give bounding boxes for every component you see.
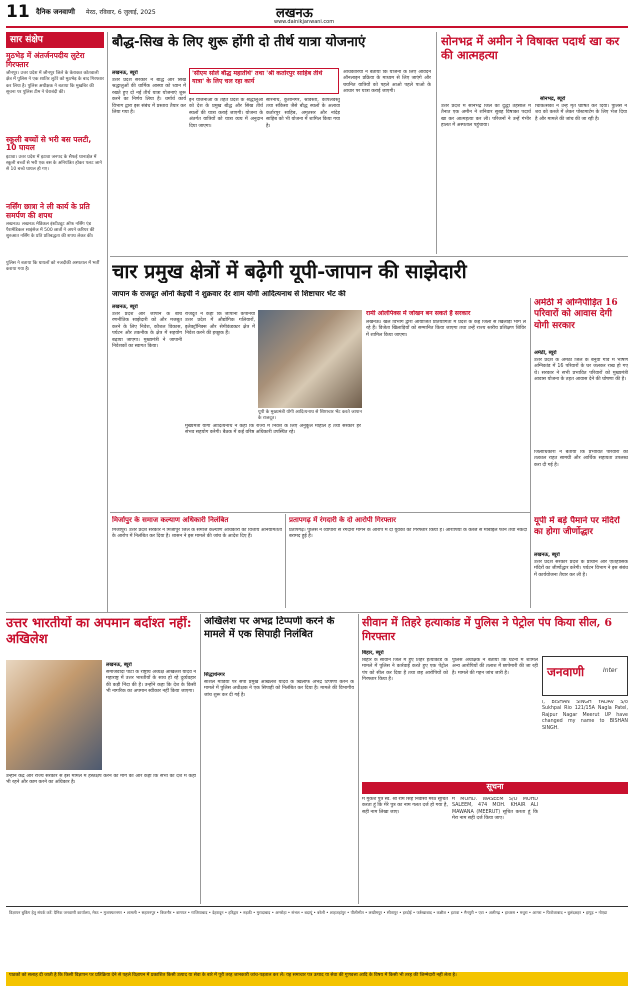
janwani-logo-sub: Inter	[603, 667, 618, 674]
mirzapur-headline: मिर्जापुर के समाज कल्याण अधिकारी निलंबित	[112, 516, 229, 524]
banner-sidebar-headline: रामी ओलंपिक्स में जोखन बन सकते हैं सरकार	[366, 310, 471, 317]
ad-box	[542, 656, 628, 696]
pratapgarh-body: प्रतापगढ़। पुलिस ने व्यापारी से रंगदारी मांगने के आरोप में दो युवकों को गिरफ्तार किया है। आरोपियों के कब्जे से मोबाइल फोन तथा नकदी बरामद हुई है।	[289, 528, 527, 540]
top-story-headline: बौद्ध-सिख के लिए शुरू होंगी दो तीर्थ यात्रा योजनाएं	[112, 34, 366, 50]
top-story-col-2: इन योजनाओं के तहत प्रदेश के श्रद्धालुओं को देश के प्रमुख बौद्ध और सिख तीर्थ स्थलों की यात्रा कराई जाएगी। योजना के अंतर्गत यात्रियों को यात्रा व्यय में अनुदान दिया जाएगा।	[189, 98, 263, 129]
amethi-col-1: उत्तर प्रदेश के अमेठी जिले के बेनुवा गांव में भीषण अग्निकांड में 16 परिवारों के घर जलकर राख हो गए थे। सरकार ने सभी प्रभावित परिवारों को मुख्यमंत्री आवास योजना के तहत आवास देने की घोषणा की है।	[534, 358, 628, 383]
amethi-col-2: जिलाधिकारी ने बताया कि प्रभावित परिवारों को तत्काल राहत सामग्री और आर्थिक सहायता उपलब्ध करा दी गई है।	[534, 450, 628, 468]
abhadra-byline: सिद्धार्थनगर	[204, 672, 225, 678]
banner-subhead: जापान के राजदूत ओनो केइची ने शुक्रवार देर शाम योगी आदित्यनाथ से शिष्टाचार भेंट की	[112, 290, 346, 298]
banner-photo	[258, 310, 362, 408]
brief-body: पुलिस ने बताया कि घायलों को नजदीकी अस्पताल में भर्ती कराया गया है।	[6, 260, 100, 272]
classifieds-text: विज्ञापन बुकिंग हेतु संपर्क करें: दैनिक जनवाणी कार्यालय, मेरठ • मुजफ्फरनगर • शामली • सहारनपुर • बिजनौर • बागपत • गाजियाबाद • देहरादून • हरिद्वार • रुड़की • मुरादाबाद • अमरोहा • संभल • बदायूं • बरेली • शाहजहांपुर • पीलीभीत • लखीमपुर • सीतापुर • हरदोई • फर्रुखाबाद • कन्नौज • इटावा • मैनपुरी • एटा • अलीगढ़ • हाथरस • मथुरा • आगरा • फिरोजाबाद • बुलंदशहर • हापुड़ • नोएडा	[9, 910, 608, 915]
brief-title: स्कूली बच्चों से भरी बस पलटी, 10 घायल	[6, 134, 92, 153]
sonbhadra-headline: सोनभद्र में अमीन ने विषाक्त पदार्थ खा कर की आत्महत्या	[441, 34, 620, 63]
brief-2	[6, 136, 104, 173]
top-story-pullquote: 'सीएम सोले बौद्ध महातीर्थ' तथा 'श्री कर्तारपुर साहिब तीर्थ यात्रा' के लिए चल रहा कार्य	[192, 70, 323, 85]
mandir-headline: यूपी में बड़े पैमाने पर मंदिरों का होगा जीर्णोद्धार	[534, 516, 620, 537]
mandir-col-1: उत्तर प्रदेश सरकार प्रदेश के प्राचीन और ऐतिहासिक मंदिरों का जीर्णोद्धार करेगी। पर्यटन विभाग ने इस संबंध में कार्ययोजना तैयार कर ली है।	[534, 560, 628, 578]
page-number: 11	[6, 2, 30, 22]
brief-title: मुठभेड़ में अंतर्जनपदीय लुटेरा गिरफ्तार	[6, 51, 85, 69]
brief-4	[6, 261, 104, 273]
janwani-logo: जनवाणी	[547, 665, 585, 679]
brief-body: लखनऊ। लखनऊ मेडिकल इंस्टीट्यूट ऑफ नर्सिंग एंड पैरामेडिकल साइंसेज में 500 छात्रों ने अपने करियर की शुरुआत नर्सिंग के प्रति प्रतिबद्धता की शपथ लेकर की।	[6, 222, 95, 240]
sonbhadra-col-1: उत्तर प्रदेश में सोनभद्र जिले की दुद्धी तहसील में तैनात एक अमीन ने शनिवार सुबह विषाक्त पदार्थ खा कर आत्महत्या कर ली। परिजनों ने उन्हें गंभीर हालत में अस्पताल पहुंचाया।	[441, 104, 531, 129]
top-story-col-3: सारनाथ, कुशीनगर, श्रावस्ती, कपिलवस्तु तथा संकिसा जैसे बौद्ध स्थलों के अलावा कर्तारपुर साहिब, अमृतसर और नांदेड़ साहिब को भी योजना में शामिल किया गया है।	[266, 98, 340, 129]
masthead	[6, 2, 628, 28]
amethi-headline: अमेठी में अग्निपीड़ित 16 परिवारों को आवास देगी योगी सरकार	[534, 298, 618, 331]
banner-photo-caption: यूपी के मुख्यमंत्री योगी आदित्यनाथ से शिष्टाचार भेंट करते जापान के राजदूत।	[258, 410, 362, 422]
abhadra-headline: अखिलेश पर अभद्र टिप्पणी करने के मामले में एक सिपाही निलंबित	[204, 616, 335, 640]
brief-1	[6, 52, 104, 96]
siwan-col-1: बिहार के सीवान जिले में हुए तिहरे हत्याकांड के मामले में पुलिस ने कार्रवाई करते हुए एक पेट्रोल पंप को सील कर दिया है तथा छह आरोपियों को गिरफ्तार किया है।	[362, 658, 448, 683]
brief-body: इटावा। उत्तर प्रदेश में इटावा जनपद के सैफई थानाक्षेत्र में स्कूली बच्चों से भरी एक बस के अनियंत्रित होकर पलट जाने से 10 बच्चे घायल हो गए।	[6, 154, 102, 173]
website-link[interactable]: www.dainikjanwani.com	[274, 19, 335, 25]
top-story-col-4: अधिकारियों ने बताया कि योजना के लिए आवेदन ऑनलाइन प्रक्रिया के माध्यम से लिए जाएंगे और चयनित यात्रियों को पहले आओ पहले पाओ के आधार पर यात्रा कराई जाएगी।	[343, 70, 431, 95]
banner-headline: चार प्रमुख क्षेत्रों में बढ़ेगी यूपी-जापान की साझेदारी	[112, 260, 467, 283]
akhilesh-byline: लखनऊ, ब्यूरो	[106, 662, 132, 668]
top-story-col-1: उत्तर प्रदेश सरकार ने बौद्ध और सिख श्रद्धालुओं की धार्मिक आस्था को ध्यान में रखते हुए दो नई तीर्थ यात्रा योजनाएं शुरू करने का निर्णय लिया है। धर्मार्थ कार्य विभाग द्वारा इस संबंध में प्रस्ताव तैयार कर लिया गया है।	[112, 78, 186, 116]
banner-col-1: उत्तर प्रदेश और जापान के बीच रणनीतिक साझेदारी को और मजबूत करने के लिए निवेश, कौशल विकास, पर्यटन और तकनीक के क्षेत्र में सहयोग बढ़ाया जाएगा। मुख्यमंत्री ने जापानी निवेशकों का स्वागत किया।	[112, 312, 182, 350]
akhilesh-col-1: समाजवादी पार्टी के राष्ट्रीय अध्यक्ष अखिलेश यादव ने महाराष्ट्र में उत्तर भारतीयों के साथ हो रहे दुर्व्यवहार की कड़ी निंदा की है। उन्होंने कहा कि देश के किसी भी नागरिक का अपमान स्वीकार नहीं किया जाएगा।	[106, 670, 196, 695]
sar-sankshep-label: सार संक्षेप	[6, 32, 104, 48]
sonbhadra-byline: सोनभद्र, ब्यूरो	[540, 96, 566, 102]
mirzapur-body: मिर्जापुर। उत्तर प्रदेश सरकार ने मिर्जापुर जिले के समाज कल्याण अधिकारी को वित्तीय अनियमितता के आरोप में निलंबित कर दिया है। शासन ने इस मामले की जांच के आदेश दिए हैं।	[112, 528, 282, 540]
classifieds-strip	[6, 906, 628, 970]
suchna-label: सूचना	[362, 782, 628, 794]
abhadra-body: सोशल मीडिया पर सपा प्रमुख अखिलेश यादव के खिलाफ अभद्र टिप्पणी करने के मामले में पुलिस अधीक्षक ने एक सिपाही को निलंबित कर दिया है। मामले की विभागीय जांच शुरू कर दी गई है।	[204, 680, 354, 698]
city-name: लखनऊ	[276, 6, 313, 21]
banner-sidebar-body: लखनऊ। खेल विभाग द्वारा आयोजित प्रतियोगिता में प्रदेश के कई जिलों से खिलाड़ी भाग ले रहे हैं। विजेता खिलाड़ियों को सम्मानित किया जाएगा तथा उन्हें राज्य स्तरीय प्रशिक्षण शिविर में शामिल किया जाएगा।	[366, 320, 526, 338]
mandir-byline: लखनऊ, ब्यूरो	[534, 552, 560, 558]
sonbhadra-col-2: चिकित्सकों ने उन्हें मृत घोषित कर दिया। पुलिस ने शव को कब्जे में लेकर पोस्टमार्टम के लिए भेज दिया है और मामले की जांच की जा रही है।	[535, 104, 627, 122]
banner-col-2: राजदूत ने कहा कि जापानी कंपनियां उत्तर प्रदेश में औद्योगिक गलियारों, इलेक्ट्रॉनिक्स और सेमीकंडक्टर क्षेत्र में निवेश करने की इच्छुक हैं।	[185, 312, 255, 337]
amethi-byline: अमेठी, ब्यूरो	[534, 350, 557, 356]
brand-name: दैनिक जनवाणी	[36, 8, 75, 16]
suchna-col-1: मैं मुकेश पुत्र स्व. श्री राम सिंह निवासी मेरठ सूचित करता हूं कि मेरे पुत्र का नाम गलत दर्ज हो गया है, सही नाम लिखा जाए।	[362, 797, 448, 815]
banner-col-3: मुख्यमंत्री योगी आदित्यनाथ ने कहा कि राज्य में निवेश के लिए अनुकूल माहौल है तथा सरकार हर संभव सहयोग करेगी। बैठक में कई वरिष्ठ अधिकारी उपस्थित रहे।	[185, 424, 361, 436]
akhilesh-col-2: उन्होंने केंद्र और राज्य सरकार से इस मामले में हस्तक्षेप करने की मांग की और कहा कि सभी को देश में कहीं भी रहने और काम करने का अधिकार है।	[6, 774, 196, 786]
dateline: मेरठ, रविवार, 6 जुलाई, 2025	[86, 9, 156, 16]
siwan-col-2: पुलिस अधीक्षक ने बताया कि घटना में शामिल अन्य आरोपियों की तलाश में छापेमारी की जा रही है। मामले की गहन जांच जारी है।	[452, 658, 538, 676]
pratapgarh-headline: प्रतापगढ़ में रंगदारी के दो आरोपी गिरफ्तार	[289, 516, 397, 524]
brief-3	[6, 203, 104, 240]
akhilesh-headline: उत्तर भारतीयों का अपमान बर्दाश्त नहीं: अखिलेश	[6, 616, 192, 648]
disclaimer-footer: पाठकों को सलाह दी जाती है कि किसी विज्ञापन पर प्रतिक्रिया देने से पहले विज्ञापन में प्रकाशित किसी उत्पाद या सेवा के बारे में पूरी तरह जानकारी जांच-पड़ताल कर लें। यह समाचार पत्र उत्पाद या सेवा की गुणवत्ता आदि के विषय में किसी भी तरह की जिम्मेदारी नहीं लेता है।	[6, 972, 628, 986]
akhilesh-photo	[6, 660, 102, 770]
siwan-byline: बिहार, ब्यूरो	[362, 650, 384, 656]
sar-sankshep-column	[6, 32, 104, 278]
suchna-col-3: I, BISHAN SINGH YADAV S/o Sukhpal Rio 121/15A Nagla Patel, Rajpur Nagar Meerut UP have changed my name to BISHAN SINGH.	[542, 700, 628, 731]
siwan-headline: सीवान में तिहरे हत्याकांड में पुलिस ने पेट्रोल पंप किया सील, 6 गिरफ्तार	[362, 616, 612, 643]
brief-title: नर्सिंग छात्रा ने ली कार्य के प्रति समर्पण की शपथ	[6, 202, 90, 220]
brief-body: जौनपुर। उत्तर प्रदेश में जौनपुर जिले के केराकत कोतवाली क्षेत्र में पुलिस ने एक शातिर लुटेरे को मुठभेड़ के बाद गिरफ्तार कर लिया है। पुलिस अधीक्षक ने बताया कि मुखबिर की सूचना पर पुलिस टीम ने घेराबंदी की।	[6, 71, 104, 95]
banner-byline: लखनऊ, ब्यूरो	[112, 304, 138, 310]
suchna-col-2: मैं MOHD. WASEEM S/O MOHD SALEEM, 474 MOH. KHAIR ALI MAWANA (MEERUT) सूचित करता हूं कि मेरा नाम सही दर्ज किया जाए।	[452, 797, 538, 822]
top-story-byline: लखनऊ, ब्यूरो	[112, 70, 138, 76]
